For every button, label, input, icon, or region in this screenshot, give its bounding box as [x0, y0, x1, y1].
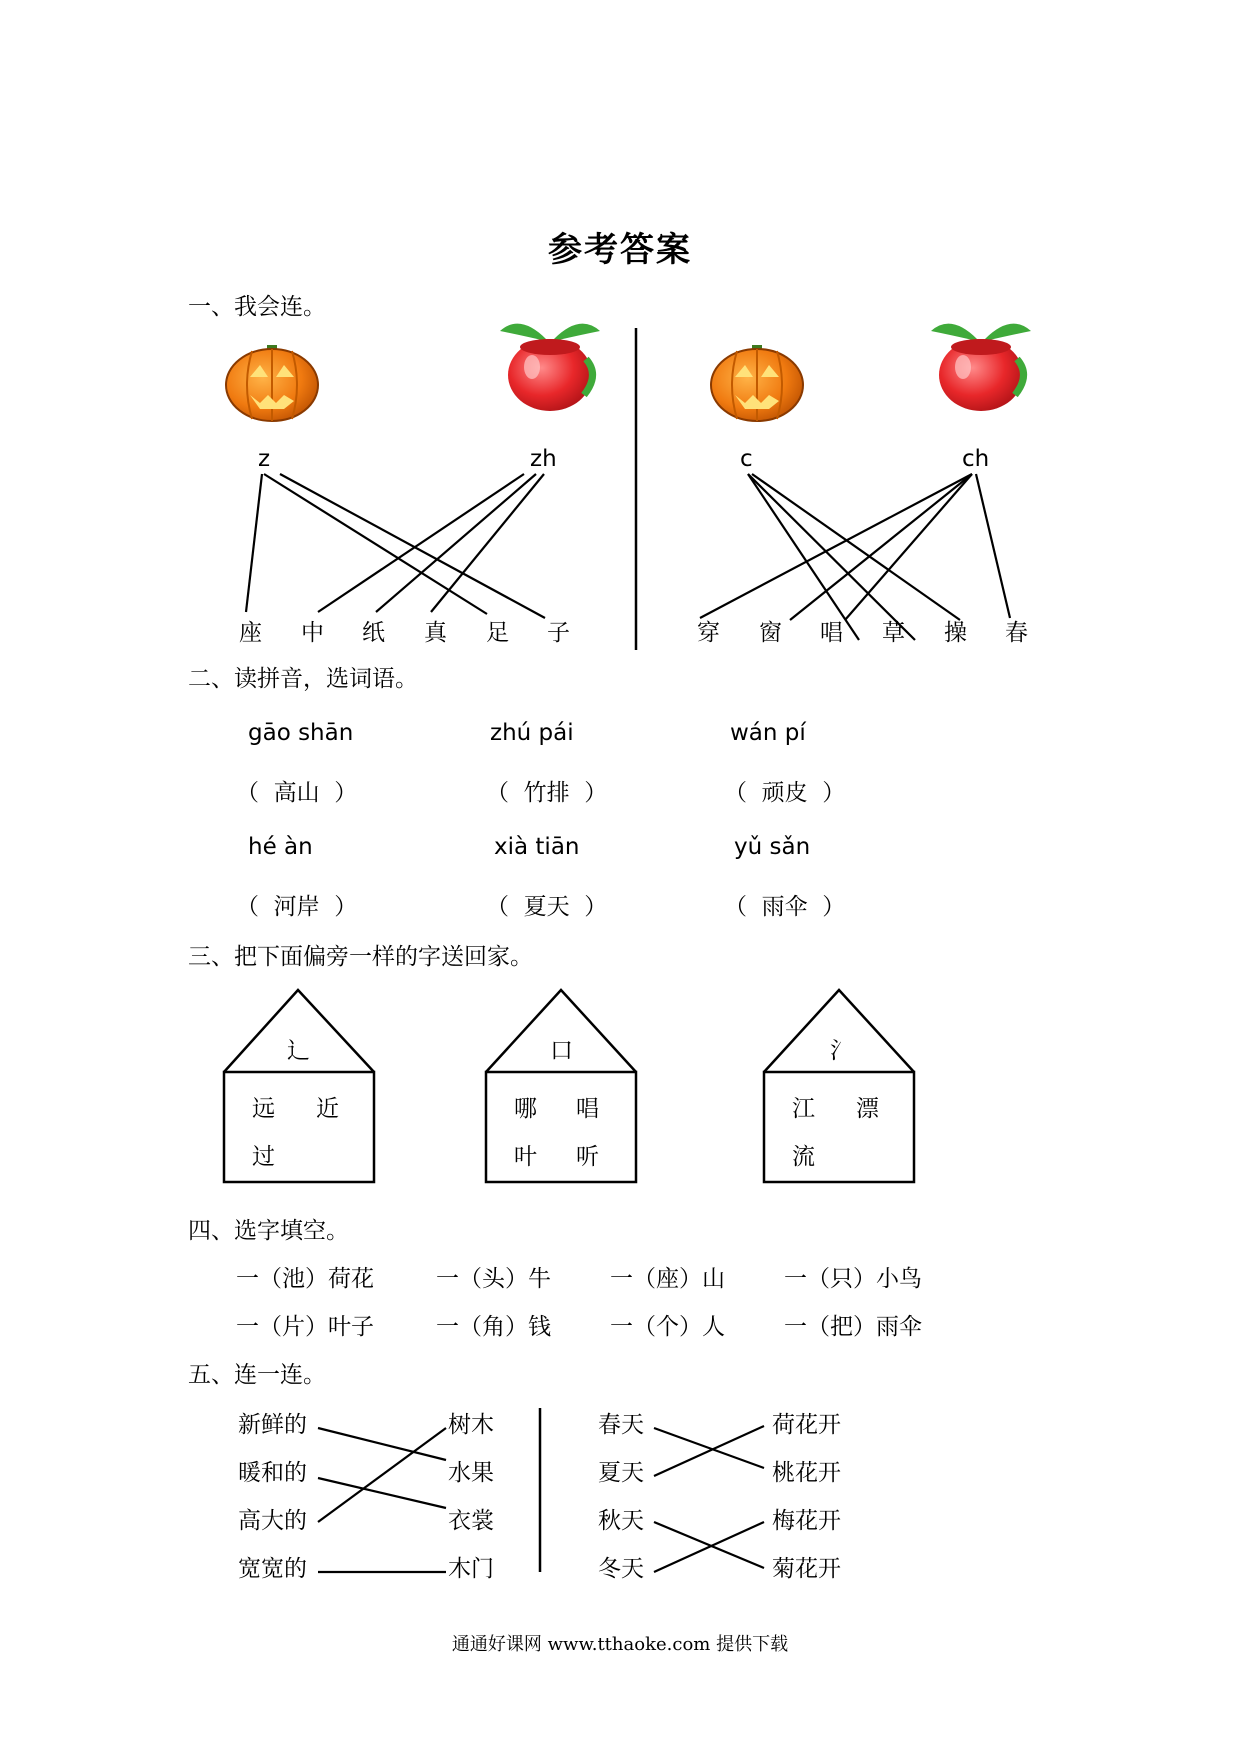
- connect-right: 衣裳: [448, 1508, 494, 1534]
- connect-left: 高大的: [238, 1508, 307, 1534]
- fill-item: 一（片）叶子: [236, 1314, 374, 1340]
- match-char: 中: [301, 620, 324, 646]
- match-char: 操: [944, 620, 967, 646]
- fill-item: 一（池）荷花: [236, 1266, 374, 1292]
- fill-item: 一（只）小鸟: [784, 1266, 922, 1292]
- match-top-z: z: [258, 446, 271, 472]
- match-char: 子: [547, 620, 570, 646]
- match-char: 足: [486, 620, 509, 646]
- pinyin-text: gāo shān: [248, 720, 354, 746]
- pinyin-text: zhú pái: [490, 720, 574, 746]
- match-char: 真: [424, 620, 447, 646]
- pumpkin-icon: [711, 345, 803, 421]
- house-char: 流: [792, 1144, 815, 1170]
- match-top-zh: zh: [530, 446, 557, 472]
- match-char: 纸: [362, 620, 385, 646]
- house-char: 漂: [856, 1096, 879, 1122]
- apple-icon: [500, 324, 600, 411]
- match-lines-left: [246, 474, 545, 618]
- pinyin-text: wán pí: [730, 720, 806, 746]
- footer-text: 通通好课网 www.tthaoke.com 提供下载: [451, 1634, 789, 1655]
- section-4-heading: 四、选字填空。: [188, 1218, 349, 1244]
- page-title: 参考答案: [548, 230, 692, 270]
- pinyin-answer: （ 高山 ）: [236, 780, 358, 806]
- connect-left: 新鲜的: [238, 1412, 307, 1438]
- connect-right: 桃花开: [772, 1460, 841, 1486]
- fill-item: 一（把）雨伞: [784, 1314, 922, 1340]
- match-char: 唱: [820, 620, 843, 646]
- section-1-heading: 一、我会连。: [188, 294, 326, 320]
- house-char: 听: [576, 1144, 599, 1170]
- connect-right: 树木: [448, 1412, 494, 1438]
- connect-left: 暖和的: [238, 1460, 307, 1486]
- connect-lines-b: [654, 1426, 764, 1572]
- house-radical: 辶: [287, 1038, 310, 1064]
- house-radical: 氵: [830, 1038, 853, 1064]
- section-5-heading: 五、连一连。: [188, 1362, 326, 1388]
- pinyin-answer: （ 夏天 ）: [486, 894, 608, 920]
- fill-item: 一（头）牛: [436, 1266, 551, 1292]
- house-radical: 口: [550, 1038, 573, 1064]
- house-char: 唱: [576, 1096, 599, 1122]
- connect-lines-a: [318, 1428, 446, 1572]
- connect-right: 梅花开: [772, 1508, 841, 1534]
- connect-right: 木门: [448, 1556, 494, 1582]
- pinyin-text: yǔ sǎn: [734, 834, 811, 860]
- house-char: 远: [252, 1096, 275, 1122]
- pinyin-text: xià tiān: [494, 834, 580, 860]
- house-2: [486, 990, 636, 1182]
- house-3: [764, 990, 914, 1182]
- connect-left: 春天: [598, 1412, 644, 1438]
- connect-left: 冬天: [598, 1556, 644, 1582]
- pinyin-answer: （ 雨伞 ）: [724, 894, 846, 920]
- house-char: 叶: [514, 1144, 537, 1170]
- house-char: 近: [316, 1096, 339, 1122]
- pumpkin-icon: [226, 345, 318, 421]
- fill-item: 一（座）山: [610, 1266, 725, 1292]
- connect-right: 荷花开: [772, 1412, 841, 1438]
- pinyin-text: hé àn: [248, 834, 313, 860]
- match-char: 春: [1005, 620, 1028, 646]
- connect-left: 秋天: [598, 1508, 644, 1534]
- section-3-heading: 三、把下面偏旁一样的字送回家。: [188, 944, 533, 970]
- match-char: 座: [239, 620, 262, 646]
- apple-icon: [931, 324, 1031, 411]
- pinyin-answer: （ 河岸 ）: [236, 894, 358, 920]
- connect-left: 宽宽的: [238, 1556, 307, 1582]
- connect-right: 水果: [448, 1460, 494, 1486]
- house-char: 哪: [514, 1096, 537, 1122]
- match-top-ch: ch: [962, 446, 990, 472]
- connect-right: 菊花开: [772, 1556, 841, 1582]
- pinyin-answer: （ 竹排 ）: [486, 780, 608, 806]
- house-char: 过: [252, 1144, 275, 1170]
- section-2-heading: 二、读拼音，选词语。: [188, 666, 418, 692]
- house-char: 江: [792, 1096, 815, 1122]
- fill-item: 一（角）钱: [436, 1314, 551, 1340]
- pinyin-answer: （ 顽皮 ）: [724, 780, 846, 806]
- house-1: [224, 990, 374, 1182]
- match-char: 草: [882, 620, 905, 646]
- match-char: 穿: [697, 620, 720, 646]
- fill-item: 一（个）人: [610, 1314, 725, 1340]
- match-char: 窗: [759, 620, 782, 646]
- match-top-c: c: [740, 446, 753, 472]
- connect-left: 夏天: [598, 1460, 644, 1486]
